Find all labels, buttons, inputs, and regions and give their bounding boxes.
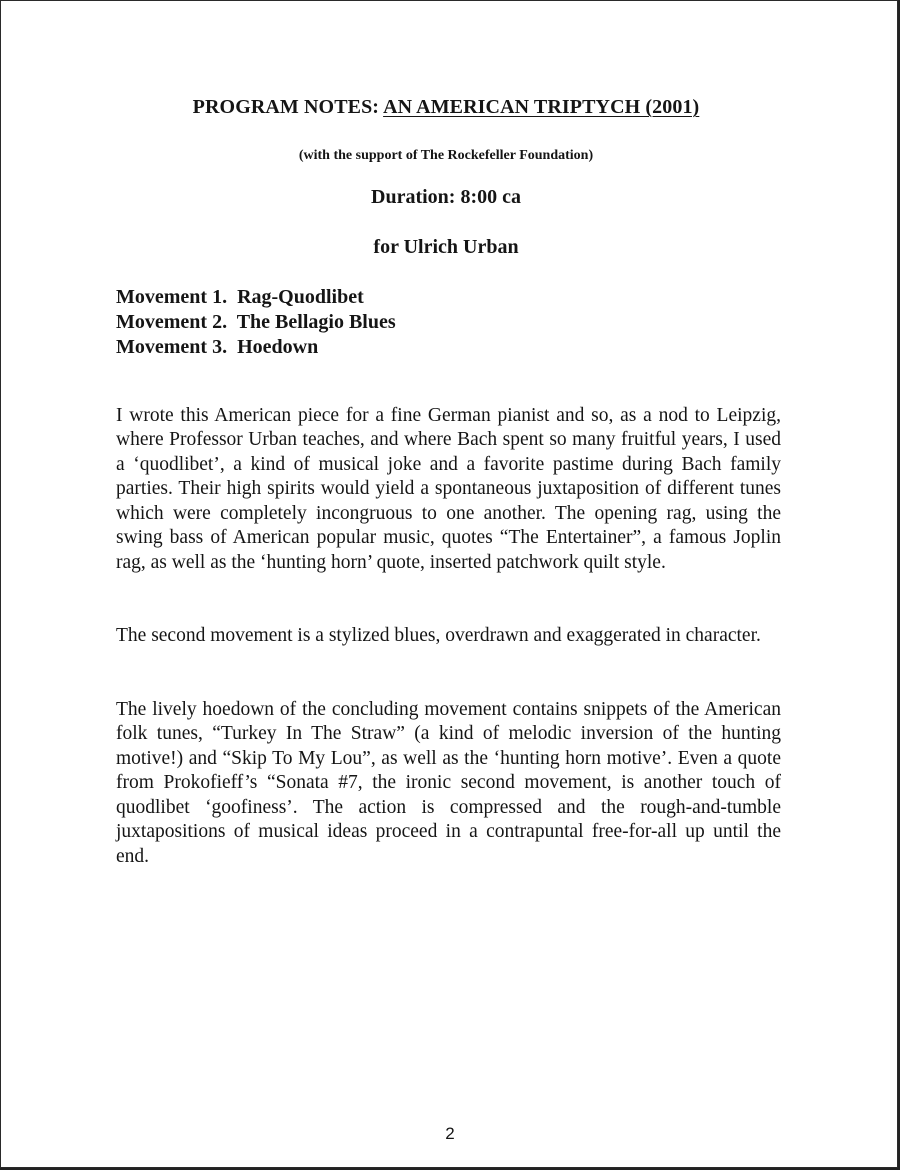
page-title [0,96,892,119]
movement-item [116,310,396,335]
dedication: for Ulrich Urban [373,236,519,258]
support-note: (with the support of The Rockefeller Foundation) [298,148,594,163]
movement-label: Movement 1. [116,286,228,308]
paragraph-second-movement: The second movement is a stylized blues, overdrawn and exaggerated in character. [116,624,761,646]
movement-label: Movement 2. [116,311,228,333]
movement-label: Movement 3. [116,336,228,358]
movement-list [116,285,396,360]
movement-name: Rag-Quodlibet [237,286,364,308]
paragraph-intro: I wrote this American piece for a fine German pianist and so, as a nod to Leipzig, where Professor Urban teaches, and where Bach spent so many fruitful years, I used a ‘quodlibet’, a kind of musical joke and a favorite pastime during Bach family parties. Their high spirits would yield a spontaneous juxtaposition of different tunes which were completely incongruous to one another. The opening rag, using the swing bass of American popular music, quotes “The Entertainer”, a famous Joplin rag, as well as the ‘hunting horn’ quote, inserted patchwork quilt style. [116,404,781,574]
paragraph-third-movement: The lively hoedown of the concluding movement contains snippets of the American folk tunes, “Turkey In The Straw” (a kind of melodic inversion of the hunting motive!) and “Skip To My Lou”, as well as the ‘hunting horn motive’. Even a quote from Prokofieff’s “Sonata #7, the ironic second movement, is another touch of quodlibet ‘goofiness’. The action is compressed and the rough-and-tumble juxtapositions of musical ideas proceed in a contrapuntal free-for-all up until the end. [116,698,781,868]
movement-item [116,335,396,360]
duration: Duration: 8:00 ca [371,186,521,208]
movement-name: Hoedown [237,336,319,358]
page-number: 2 [445,1124,455,1143]
title-work: AN AMERICAN TRIPTYCH (2001) [383,96,700,118]
movement-name: The Bellagio Blues [236,311,396,333]
title-prefix: PROGRAM NOTES: [192,96,384,118]
movement-item [116,285,396,310]
